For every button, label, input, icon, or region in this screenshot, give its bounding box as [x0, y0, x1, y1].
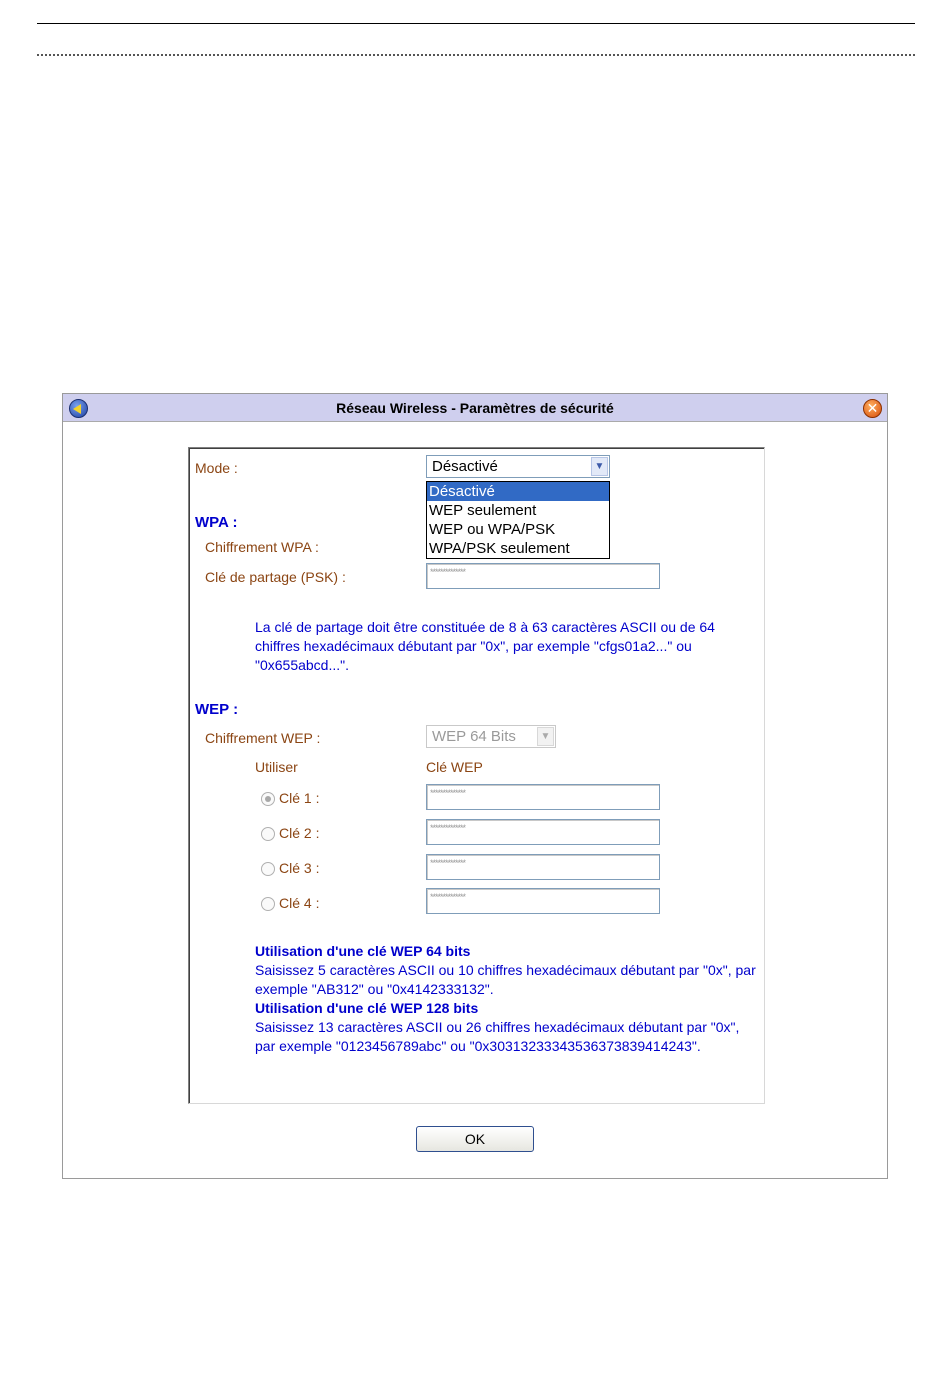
- mode-option[interactable]: WEP ou WPA/PSK: [429, 521, 556, 538]
- key1-input[interactable]: **************: [426, 784, 660, 810]
- psk-note: La clé de partage doit être constituée de 8 à 63 caractères ASCII ou de 64 chiffres hexadécimaux débutant par "0x", par exemple "cfgs01a2..." ou "0x655abcd...".: [255, 619, 715, 673]
- key2-radio[interactable]: [261, 827, 275, 841]
- psk-label: Clé de partage (PSK) :: [205, 569, 346, 585]
- wep-encryption-select[interactable]: [426, 725, 556, 748]
- close-icon[interactable]: ✕: [863, 399, 882, 418]
- security-settings-window: [62, 393, 888, 1179]
- key4-input[interactable]: **************: [426, 888, 660, 914]
- mode-select-value: Désactivé: [432, 458, 498, 475]
- wep-encryption-value: WEP 64 Bits: [432, 728, 516, 745]
- wep-heading: WEP :: [195, 701, 239, 718]
- mode-label: Mode :: [195, 460, 238, 476]
- key4-radio[interactable]: [261, 897, 275, 911]
- wep-key-notes: [255, 942, 760, 1056]
- wpa-encryption-label: Chiffrement WPA :: [205, 539, 319, 555]
- key3-input[interactable]: **************: [426, 854, 660, 880]
- psk-input[interactable]: **************: [426, 563, 660, 589]
- key3-label: Clé 3 :: [279, 860, 320, 876]
- ok-button[interactable]: OK: [416, 1126, 534, 1152]
- mode-option[interactable]: Désactivé: [427, 482, 609, 501]
- key3-radio[interactable]: [261, 862, 275, 876]
- chevron-down-icon[interactable]: ▼: [591, 457, 608, 476]
- key2-label: Clé 2 :: [279, 825, 320, 841]
- wep128-note-text: Saisissez 13 caractères ASCII ou 26 chiffres hexadécimaux débutant par "0x", par exemple "0123456789abc" ou "0x30313233343536373839414243".: [255, 1019, 740, 1054]
- wep64-note-title: Utilisation d'une clé WEP 64 bits: [255, 943, 471, 959]
- mode-option[interactable]: WPA/PSK seulement: [429, 540, 570, 557]
- key1-radio[interactable]: [261, 792, 275, 806]
- wep-encryption-label: Chiffrement WEP :: [205, 730, 321, 746]
- wep64-note-text: Saisissez 5 caractères ASCII ou 10 chiffres hexadécimaux débutant par "0x", par exemple "AB312" ou "0x4142333132".: [255, 962, 756, 997]
- wep128-note-title: Utilisation d'une clé WEP 128 bits: [255, 1000, 479, 1016]
- key4-label: Clé 4 :: [279, 895, 320, 911]
- wep-key-column-label: Clé WEP: [426, 759, 483, 775]
- key2-input[interactable]: **************: [426, 819, 660, 845]
- mode-select[interactable]: [426, 455, 610, 478]
- top-rule: [37, 23, 915, 24]
- mode-dropdown-list: [426, 481, 610, 559]
- window-title: Réseau Wireless - Paramètres de sécurité: [336, 400, 614, 416]
- use-column-label: Utiliser: [255, 759, 298, 775]
- settings-panel: [188, 447, 765, 1104]
- wpa-heading: WPA :: [195, 514, 238, 531]
- key1-label: Clé 1 :: [279, 790, 320, 806]
- dotted-rule: [37, 54, 915, 56]
- chevron-down-icon[interactable]: ▼: [537, 727, 554, 746]
- mode-option[interactable]: WEP seulement: [429, 502, 537, 519]
- title-bar: [63, 394, 887, 422]
